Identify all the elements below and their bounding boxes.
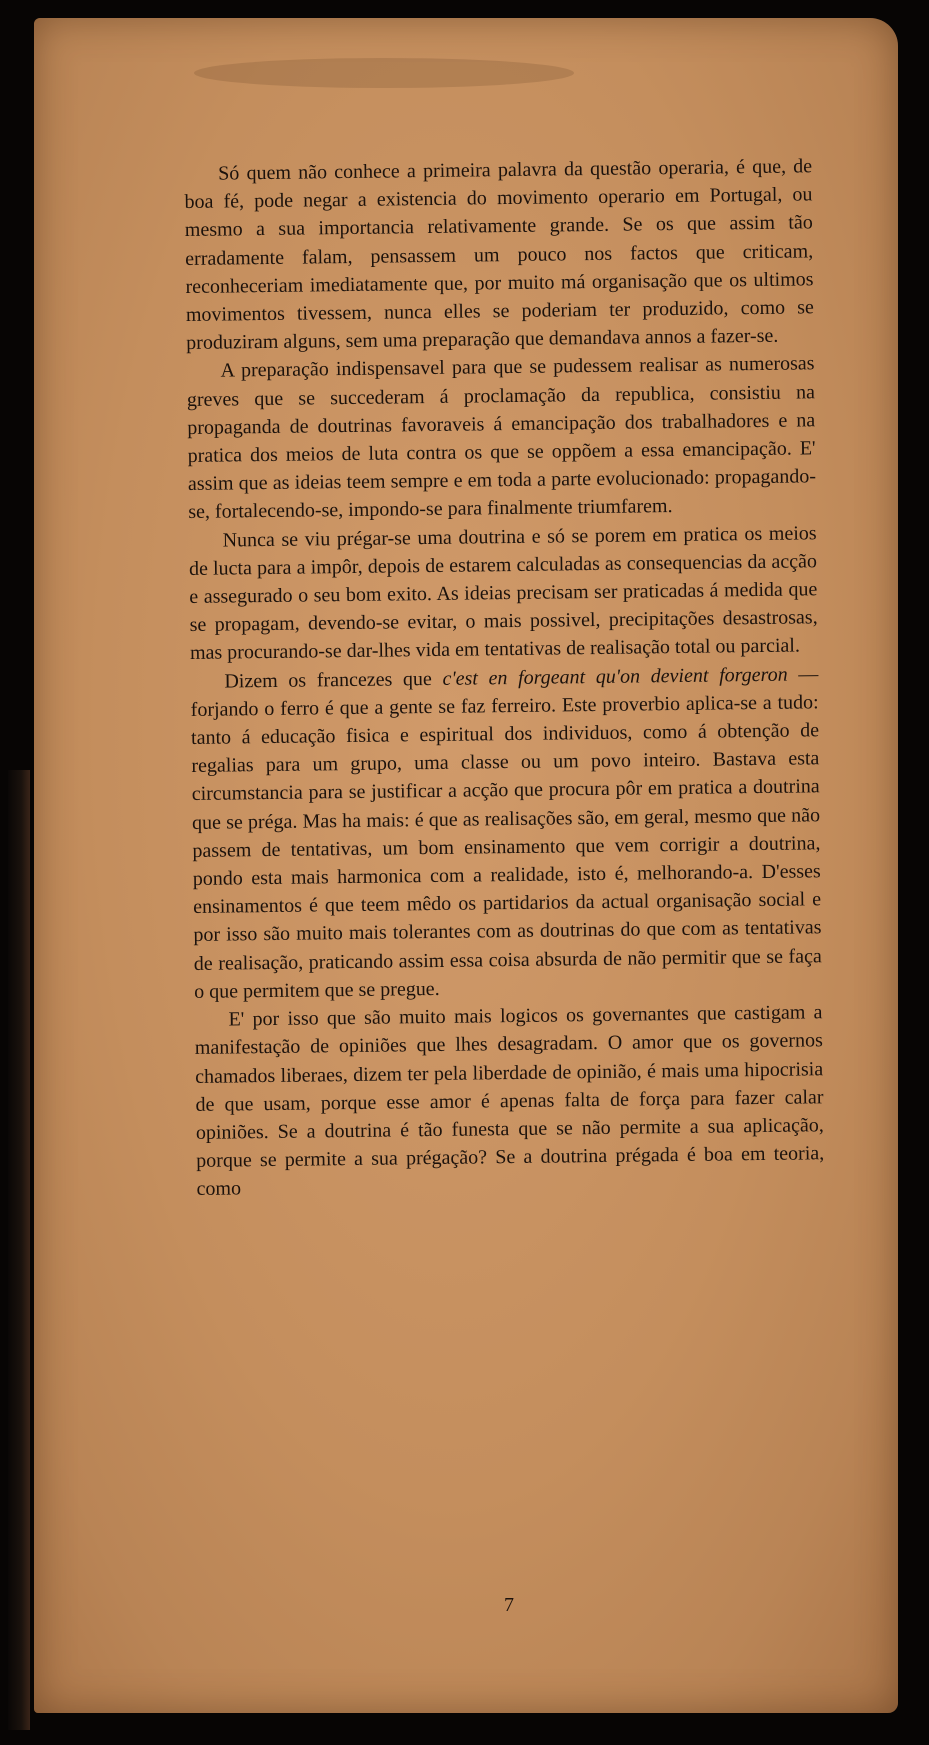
book-spine-shadow [8,770,30,1730]
page-number: 7 [504,1594,514,1616]
paragraph-4-lead: Dizem os francezes que [224,667,443,693]
paragraph-3: Nunca se viu prégar-se uma doutrina e só se porem em pratica os meios de lucta para a impôr, depois de estarem calculadas as consequencias da acção e assegurado o seu bom exito. As ideias precisam ser praticadas á medida que se propagam, devendo-se evitar, o mais possivel, precipitações desastrosas, mas procurando-se dar-lhes vida em tentativas de realisação total ou parcial. [188,521,818,665]
body-text [184,152,825,1203]
paragraph-2: A preparação indispensavel para que se pudessem realisar as numerosas greves que se succederam á proclamação da republica, consistiu na propaganda de doutrinas favoraveis á emancipação dos trabalhadores e na pratica dos meios de luta contra os que se oppõem a essa emancipação. E' assim que as ideias teem sempre e em toda a parte evolucionado: propagando-se, fortalecendo-se, impondo-se para finalmente triumfarem. [186,352,817,524]
paragraph-4-rest: — forjando o ferro é que a gente se faz ferreiro. Este proverbio aplica-se a tudo: tanto á educação fisica e espiritual dos individuos, como á obtenção de regalias para um grupo, uma classe ou um povo inteiro. Bastava esta circumstancia para se justificar a acção que procura pôr em pratica a doutrina que se préga. Mas ha mais: é que as realisações são, em geral, mesmo que não passem de tentativas, um bom ensinamento que vem corrigir a doutrina, pondo esta mais harmonica com a realidade, isto é, melhorando-a. D'esses ensinamentos é que teem mêdo os partidarios da actual organisação social e por isso são muito mais tolerantes com as doutrinas do que com as tentativas de realisação, praticando assim essa coisa absurda de não permitir que se faça o que permitem que se pregue. [190,662,822,1003]
french-proverb: c'est en forgeant qu'on devient forgeron [442,663,788,690]
paper-stain [194,58,574,88]
paragraph-4 [190,660,822,1006]
book-page [34,18,898,1713]
paragraph-1: Só quem não conhece a primeira palavra da questão operaria, é que, de boa fé, pode negar a existencia do movimento operario em Portugal, ou mesmo a sua importancia relativamente grande. Se os que assim tão erradamente falam, pensassem um pouco nos factos que criticam, reconheceriam imediatamente que, por muito má organisação que os ultimos movimentos tivessem, nunca elles se poderiam ter produzido, como se produziram alguns, sem uma preparação que demandava annos a fazer-se. [184,155,814,355]
paragraph-5: E' por isso que são muito mais logicos os governantes que castigam a manifestação de opiniões que lhes desagradam. O amor que os governos chamados liberaes, dizem ter pela liberdade de opinião, é mais uma hipocrisia de que usam, porque esse amor é apenas falta de força para fazer calar opiniões. Se a doutrina é tão funesta que se não permite a sua aplicação, porque se permite a sua prégação? Se a doutrina prégada é boa em teoria, como [194,1001,825,1201]
